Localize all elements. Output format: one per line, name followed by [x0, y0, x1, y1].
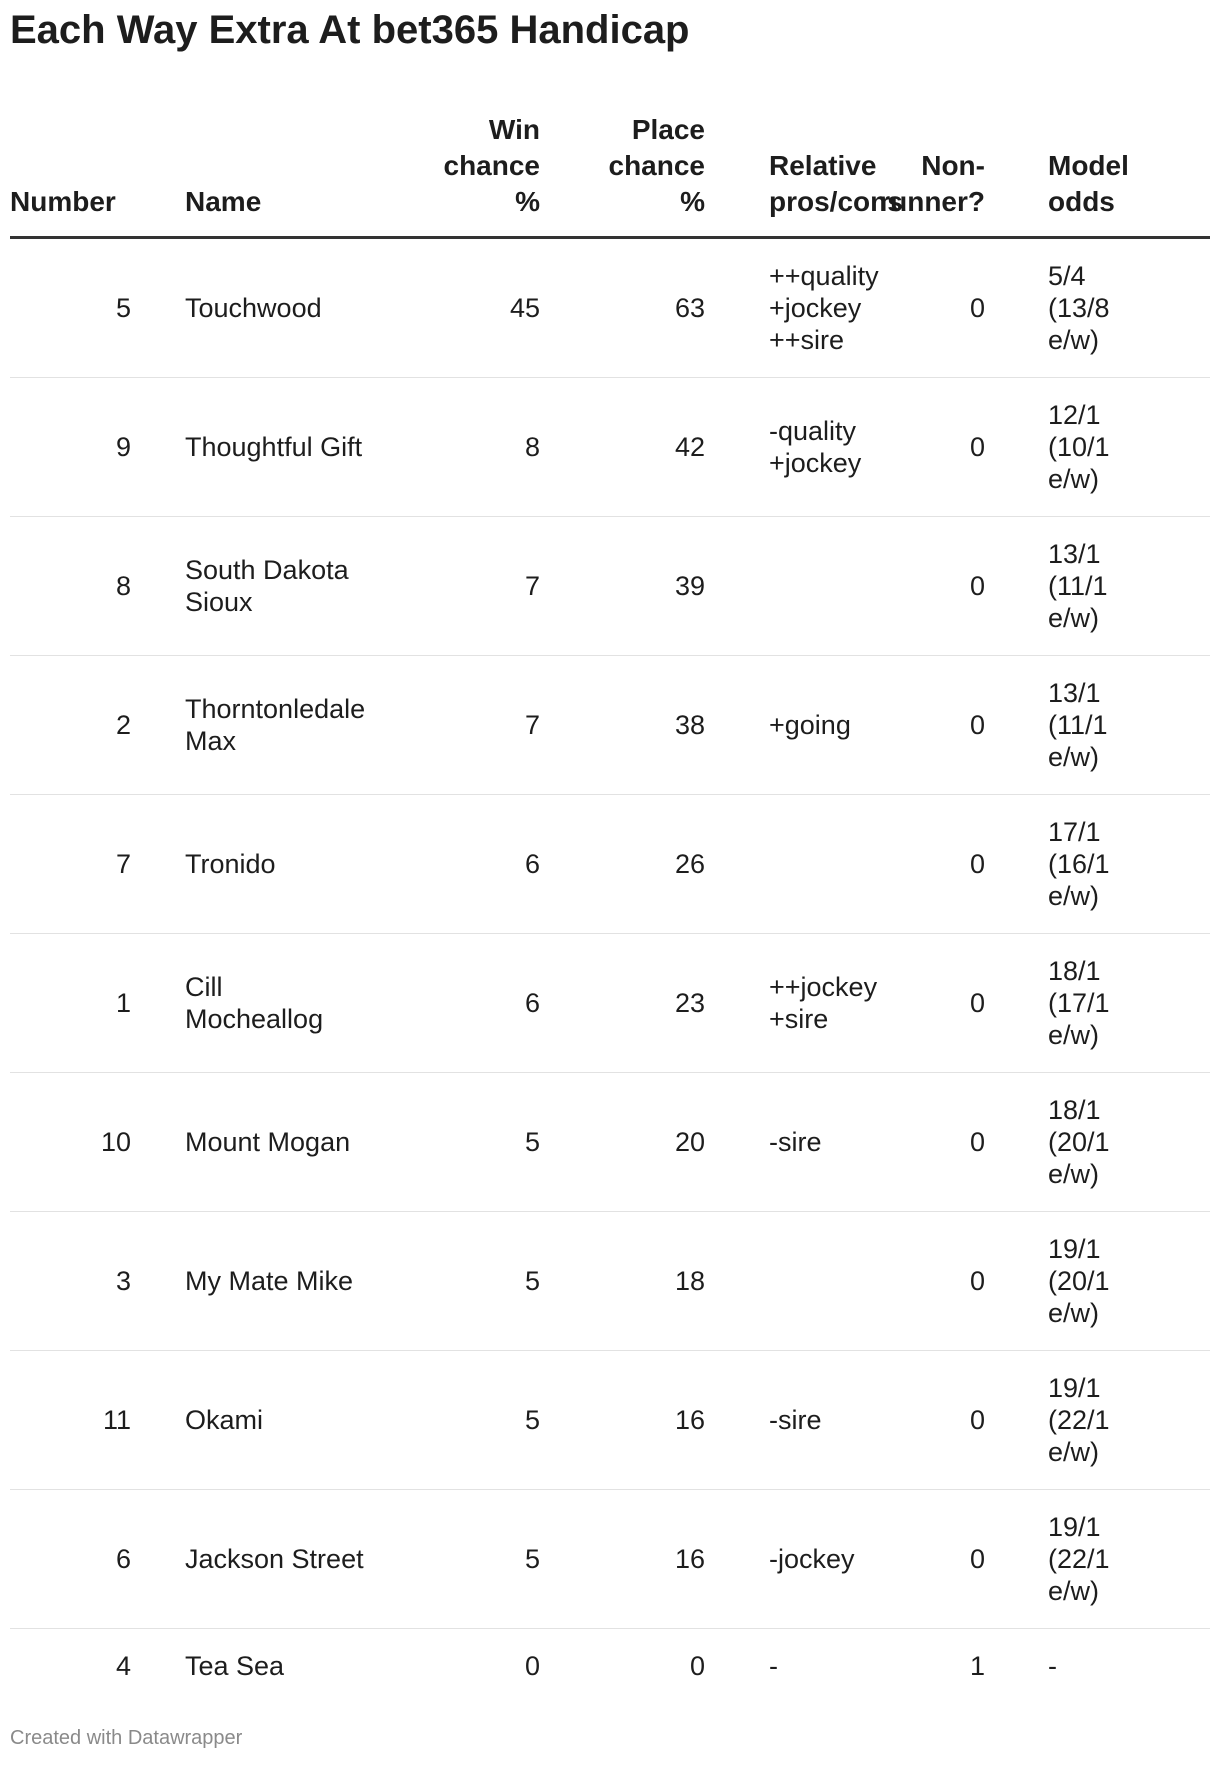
header-name[interactable]: Name [185, 112, 395, 238]
cell-name: Okami [185, 1351, 395, 1490]
cell-win-chance: 6 [395, 795, 540, 934]
cell-place-chance: 23 [540, 934, 705, 1073]
cell-relative-pros-cons: -sire [705, 1351, 870, 1490]
cell-name: Mount Mogan [185, 1073, 395, 1212]
cell-model-odds: 18/1 (17/1 e/w) [1040, 934, 1210, 1073]
header-non-runner[interactable]: Non- runner? [870, 112, 1040, 238]
table-header-row [10, 112, 1210, 238]
cell-non-runner: 0 [870, 517, 1040, 656]
cell-number: 2 [10, 656, 185, 795]
cell-win-chance: 7 [395, 517, 540, 656]
cell-non-runner: 0 [870, 795, 1040, 934]
cell-place-chance: 20 [540, 1073, 705, 1212]
header-place-chance[interactable]: Place chance % [540, 112, 705, 238]
cell-place-chance: 0 [689, 1651, 705, 1681]
cell-non-runner: 0 [870, 378, 1040, 517]
cell-model-odds: - [1048, 1651, 1057, 1681]
cell-relative-pros-cons: -sire [705, 1073, 870, 1212]
cell-model-odds: 13/1 (11/1 e/w) [1040, 656, 1210, 795]
table-row [10, 1629, 1210, 1704]
table-row [10, 795, 1210, 934]
odds-table-container [10, 112, 1210, 1703]
cell-relative-pros-cons: -jockey [705, 1490, 870, 1629]
cell-number: 4 [115, 1651, 131, 1681]
cell-model-odds: 5/4 (13/8 e/w) [1040, 238, 1210, 378]
cell-relative-pros-cons: ++quality +jockey ++sire [705, 238, 870, 378]
cell-number: 5 [10, 238, 185, 378]
cell-name: Jackson Street [185, 1490, 395, 1629]
cell-place-chance: 16 [540, 1351, 705, 1490]
cell-model-odds: 12/1 (10/1 e/w) [1040, 378, 1210, 517]
cell-name: Tronido [185, 795, 395, 934]
cell-non-runner: 0 [870, 1351, 1040, 1490]
cell-name: My Mate Mike [185, 1212, 395, 1351]
cell-win-chance: 5 [395, 1073, 540, 1212]
cell-name: Thoughtful Gift [185, 378, 395, 517]
cell-place-chance: 39 [540, 517, 705, 656]
page-title: Each Way Extra At bet365 Handicap [10, 8, 690, 52]
table-row [10, 378, 1210, 517]
table-row [10, 238, 1210, 378]
header-model-odds[interactable]: Model odds [1040, 112, 1210, 238]
datawrapper-credit: Created with Datawrapper [10, 1727, 243, 1749]
cell-win-chance: 7 [395, 656, 540, 795]
table-body [10, 238, 1210, 1704]
cell-relative-pros-cons [705, 795, 870, 934]
cell-model-odds: 18/1 (20/1 e/w) [1040, 1073, 1210, 1212]
cell-name: Thorntonledale Max [185, 656, 395, 795]
cell-place-chance: 42 [540, 378, 705, 517]
cell-model-odds: 19/1 (22/1 e/w) [1040, 1490, 1210, 1629]
cell-number: 7 [10, 795, 185, 934]
table-row [10, 1351, 1210, 1490]
cell-relative-pros-cons [705, 517, 870, 656]
cell-number: 9 [10, 378, 185, 517]
cell-number: 6 [10, 1490, 185, 1629]
cell-name: Touchwood [185, 238, 395, 378]
cell-win-chance: 8 [395, 378, 540, 517]
cell-non-runner: 0 [870, 934, 1040, 1073]
cell-relative-pros-cons: ++jockey +sire [705, 934, 870, 1073]
cell-win-chance: 6 [395, 934, 540, 1073]
cell-relative-pros-cons [705, 1212, 870, 1351]
cell-number: 10 [10, 1073, 185, 1212]
cell-number: 1 [10, 934, 185, 1073]
cell-number: 11 [10, 1351, 185, 1490]
cell-name: Cill Mocheallog [185, 934, 395, 1073]
cell-win-chance: 45 [395, 238, 540, 378]
cell-non-runner: 0 [870, 1073, 1040, 1212]
cell-non-runner: 0 [870, 1490, 1040, 1629]
cell-non-runner: 0 [870, 238, 1040, 378]
cell-place-chance: 26 [540, 795, 705, 934]
cell-win-chance: 0 [524, 1651, 540, 1681]
cell-relative-pros-cons: +going [705, 656, 870, 795]
cell-place-chance: 38 [540, 656, 705, 795]
cell-name: South Dakota Sioux [185, 517, 395, 656]
header-number[interactable]: Number [10, 112, 185, 238]
cell-place-chance: 18 [540, 1212, 705, 1351]
cell-non-runner: 0 [870, 656, 1040, 795]
cell-number: 3 [10, 1212, 185, 1351]
cell-non-runner: 0 [870, 1212, 1040, 1351]
cell-model-odds: 19/1 (22/1 e/w) [1040, 1351, 1210, 1490]
odds-table [10, 112, 1210, 1703]
table-row [10, 656, 1210, 795]
cell-number: 8 [10, 517, 185, 656]
header-win-chance[interactable]: Win chance % [395, 112, 540, 238]
cell-place-chance: 16 [540, 1490, 705, 1629]
cell-model-odds: 13/1 (11/1 e/w) [1040, 517, 1210, 656]
cell-place-chance: 63 [540, 238, 705, 378]
cell-model-odds: 19/1 (20/1 e/w) [1040, 1212, 1210, 1351]
cell-non-runner: 1 [969, 1651, 985, 1681]
table-row [10, 1073, 1210, 1212]
cell-model-odds: 17/1 (16/1 e/w) [1040, 795, 1210, 934]
cell-win-chance: 5 [395, 1351, 540, 1490]
table-row [10, 517, 1210, 656]
cell-relative-pros-cons: -quality +jockey [705, 378, 870, 517]
table-row [10, 1212, 1210, 1351]
cell-name: Tea Sea [185, 1651, 285, 1681]
cell-relative-pros-cons: - [769, 1651, 778, 1681]
header-relative-pros-cons[interactable]: Relative pros/cons [705, 112, 870, 238]
table-row [10, 934, 1210, 1073]
cell-win-chance: 5 [395, 1212, 540, 1351]
cell-win-chance: 5 [395, 1490, 540, 1629]
table-row [10, 1490, 1210, 1629]
